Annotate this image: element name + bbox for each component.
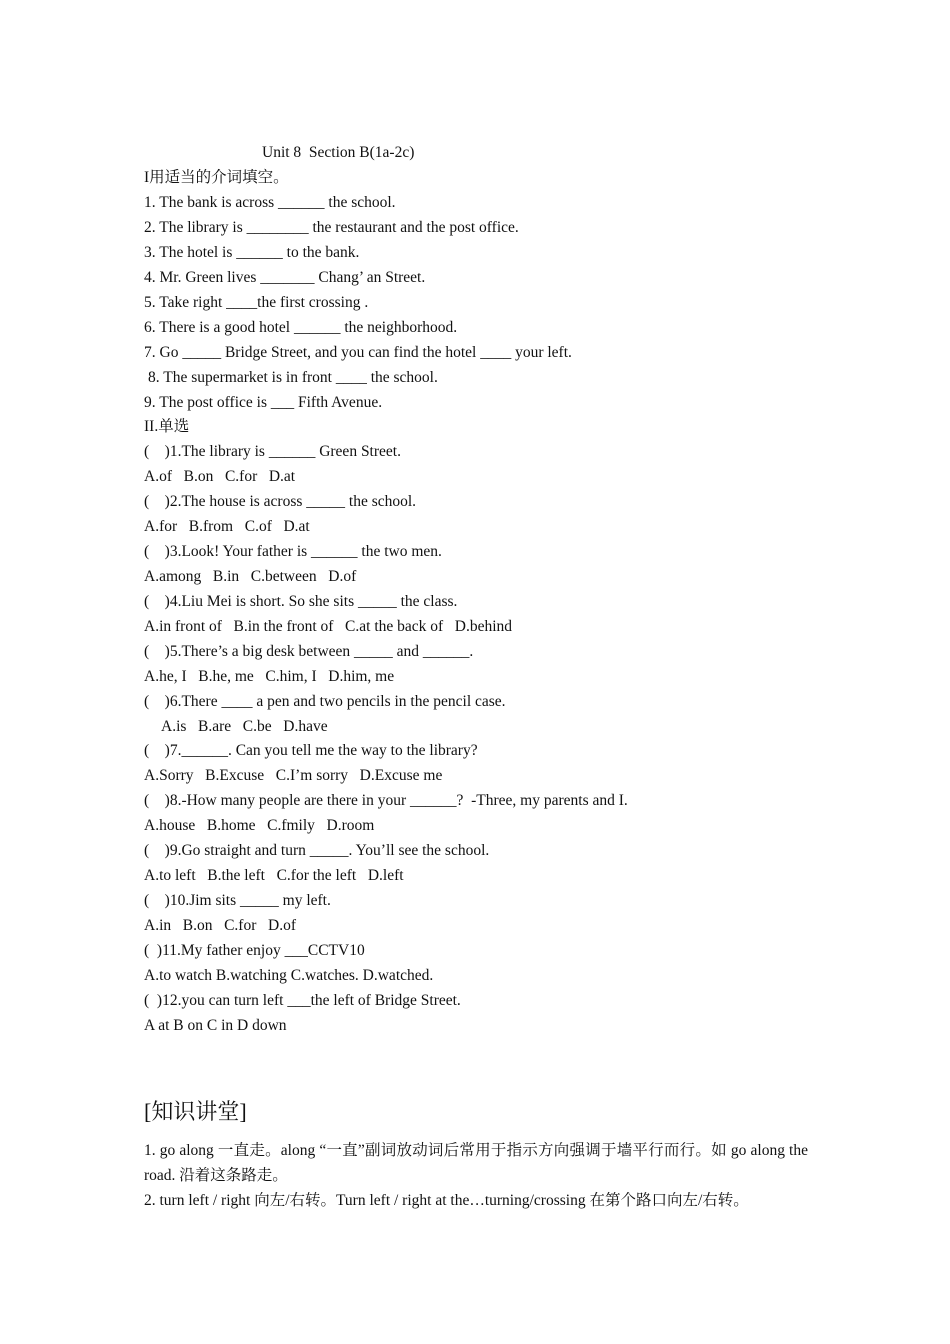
fill-blank-item: 8. The supermarket is in front ____ the school. xyxy=(148,369,438,386)
fill-blank-item: 9. The post office is ___ Fifth Avenue. xyxy=(144,394,383,411)
mc-question: ( )5.There’s a big desk between _____ and ______. xyxy=(144,643,474,660)
mc-options: A.of B.on C.for D.at xyxy=(144,468,296,485)
fill-blank-item: 7. Go _____ Bridge Street, and you can find the hotel ____ your left. xyxy=(144,344,572,361)
mc-question: ( )2.The house is across _____ the school. xyxy=(144,493,417,510)
mc-question: ( )4.Liu Mei is short. So she sits _____ the class. xyxy=(144,593,458,610)
knowledge-heading: [知识讲堂] xyxy=(144,1099,247,1124)
mc-question: ( )11.My father enjoy ___CCTV10 xyxy=(144,942,365,959)
part2-heading: II.单选 xyxy=(144,418,190,435)
mc-options: A.he, I B.he, me C.him, I D.him, me xyxy=(144,668,395,685)
mc-question: ( )3.Look! Your father is ______ the two men. xyxy=(144,543,442,560)
mc-options: A.Sorry B.Excuse C.I’m sorry D.Excuse me xyxy=(144,767,443,784)
mc-question: ( )7.______. Can you tell me the way to the library? xyxy=(144,742,478,759)
page-title: Unit 8 Section B(1a-2c) xyxy=(262,144,415,161)
mc-question: ( )9.Go straight and turn _____. You’ll see the school. xyxy=(144,842,490,859)
mc-options: A at B on C in D down xyxy=(144,1017,287,1034)
mc-options: A.house B.home C.fmily D.room xyxy=(144,817,375,834)
mc-options: A.in B.on C.for D.of xyxy=(144,917,296,934)
fill-blank-item: 6. There is a good hotel ______ the neighborhood. xyxy=(144,319,458,336)
mc-options: A.to watch B.watching C.watches. D.watched. xyxy=(144,967,434,984)
knowledge-point: 1. go along 一直走。along “一直”副词放动词后常用于指示方向强调于墙平行而行。如 go along the road. 沿着这条路走。 xyxy=(144,1142,808,1184)
fill-blank-item: 4. Mr. Green lives _______ Chang’ an Street. xyxy=(144,269,426,286)
fill-blank-item: 5. Take right ____the first crossing . xyxy=(144,294,369,311)
mc-question: ( )1.The library is ______ Green Street. xyxy=(144,443,401,460)
fill-blank-item: 1. The bank is across ______ the school. xyxy=(144,194,396,211)
fill-blank-item: 3. The hotel is ______ to the bank. xyxy=(144,244,360,261)
part1-heading: I用适当的介词填空。 xyxy=(144,169,289,186)
knowledge-point: 2. turn left / right 向左/右转。Turn left / right at the…turning/crossing 在第个路口向左/右转。 xyxy=(144,1192,749,1209)
mc-options: A.in front of B.in the front of C.at the back of D.behind xyxy=(144,618,513,635)
mc-question: ( )10.Jim sits _____ my left. xyxy=(144,892,331,909)
mc-question: ( )12.you can turn left ___the left of Bridge Street. xyxy=(144,992,461,1009)
mc-options: A.for B.from C.of D.at xyxy=(144,518,310,535)
mc-question: ( )8.-How many people are there in your ______? -Three, my parents and I. xyxy=(144,792,628,809)
mc-options: A.is B.are C.be D.have xyxy=(161,718,328,735)
mc-options: A.among B.in C.between D.of xyxy=(144,568,357,585)
fill-blank-item: 2. The library is ________ the restaurant and the post office. xyxy=(144,219,519,236)
mc-options: A.to left B.the left C.for the left D.left xyxy=(144,867,404,884)
mc-question: ( )6.There ____ a pen and two pencils in the pencil case. xyxy=(144,693,506,710)
